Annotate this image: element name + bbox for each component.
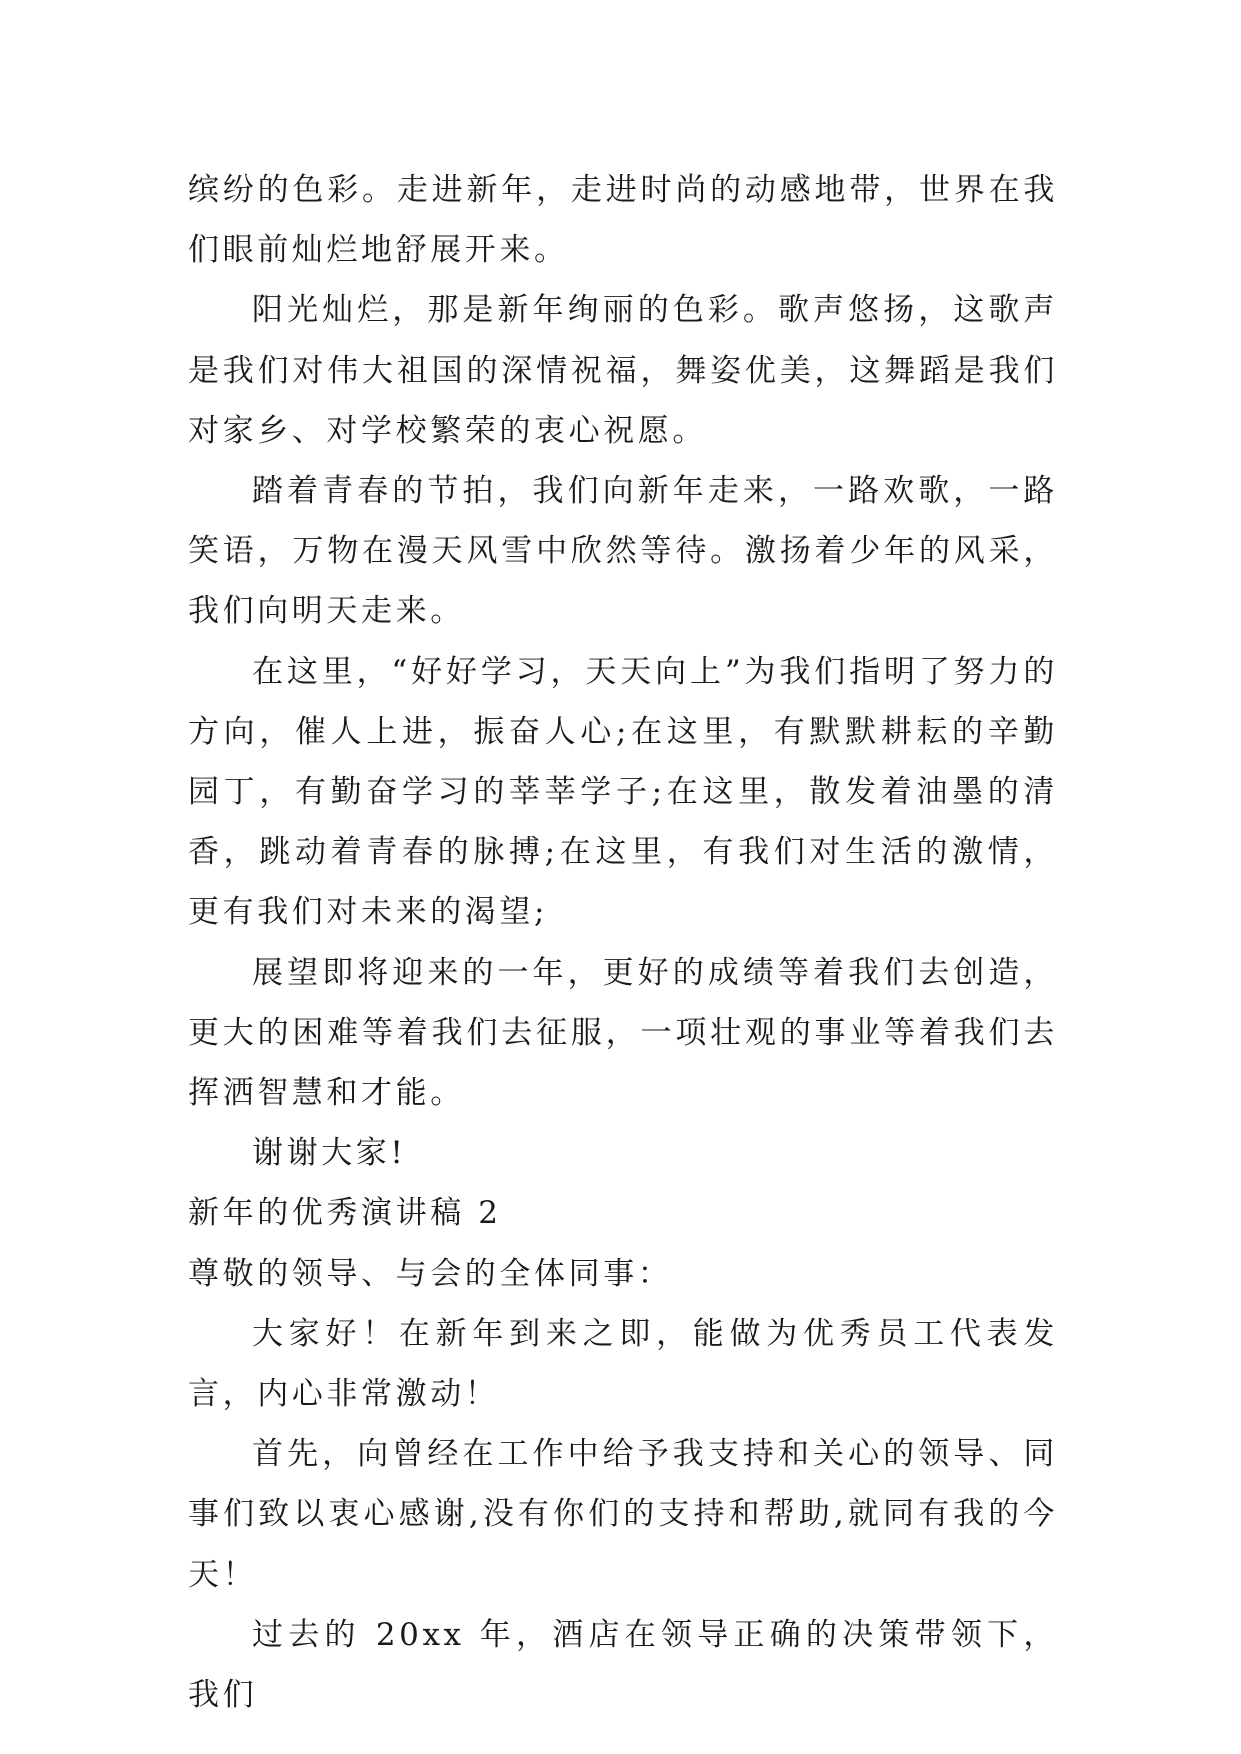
section-title: 新年的优秀演讲稿 2 [188,1195,502,1232]
paragraph: 展望即将迎来的一年，更好的成绩等着我们去创造，更大的困难等着我们去征服，一项壮观的事业等着我们去挥洒智慧和才能。 [188,954,1058,1112]
document-body [188,160,1058,1725]
paragraph: 大家好！在新年到来之即，能做为优秀员工代表发言，内心非常激动！ [188,1315,1058,1413]
paragraph: 阳光灿烂，那是新年绚丽的色彩。歌声悠扬，这歌声是我们对伟大祖国的深情祝福，舞姿优美，这舞蹈是我们对家乡、对学校繁荣的衷心祝愿。 [188,292,1058,449]
paragraph: 缤纷的色彩。走进新年，走进时尚的动感地带，世界在我们眼前灿烂地舒展开来。 [188,172,1058,269]
closing-thanks: 谢谢大家! [252,1135,407,1172]
paragraph: 踏着青春的节拍，我们向新年走来，一路欢歌，一路笑语，万物在漫天风雪中欣然等待。激扬着少年的风采，我们向明天走来。 [188,473,1058,630]
salutation: 尊敬的领导、与会的全体同事： [188,1255,673,1292]
paragraph: 过去的 20xx 年，酒店在领导正确的决策带领下，我们 [188,1616,1058,1714]
paragraph: 首先，向曾经在工作中给予我支持和关心的领导、同事们致以衷心感谢,没有你们的支持和帮助,就同有我的今天！ [188,1436,1058,1593]
paragraph: 在这里，“好好学习，天天向上”为我们指明了努力的方向，催人上进，振奋人心;在这里，有默默耕耘的辛勤园丁，有勤奋学习的莘莘学子;在这里，散发着油墨的清香，跳动着青春的脉搏;在这里，有我们对生活的激情，更有我们对未来的渴望; [188,653,1058,931]
